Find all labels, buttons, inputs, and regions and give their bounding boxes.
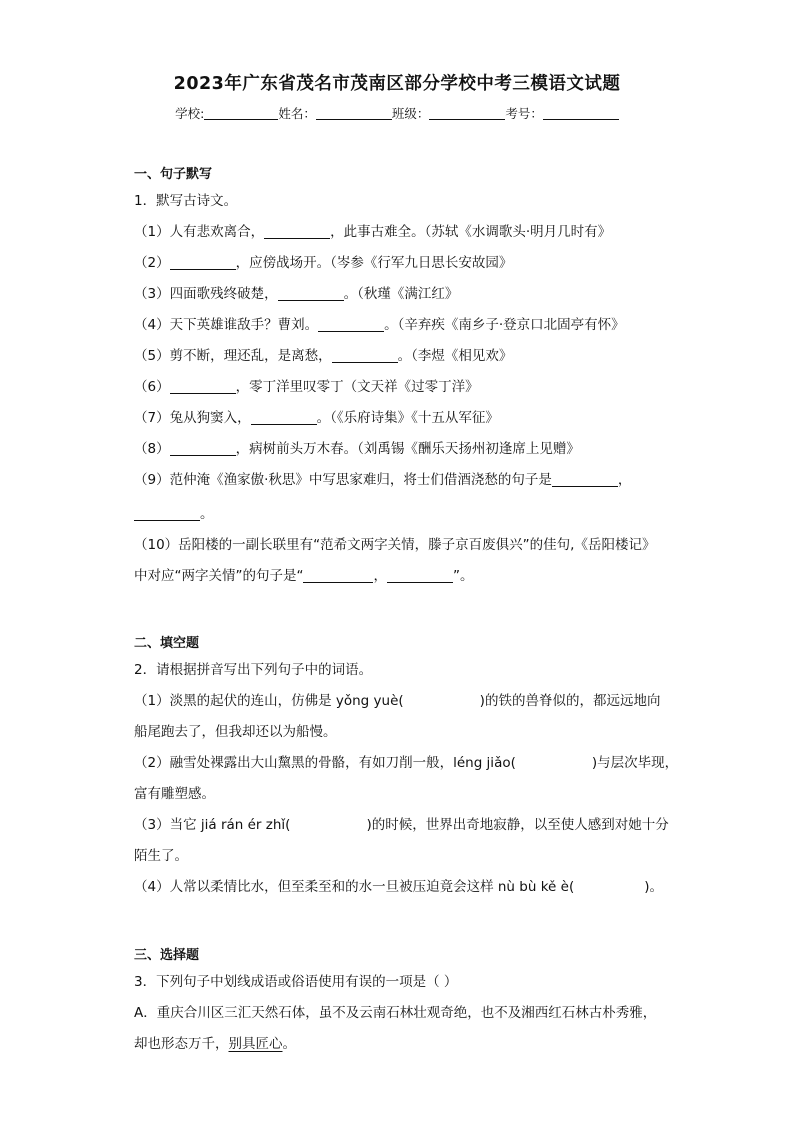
school-blank[interactable]: [204, 106, 278, 120]
q1-item-3-source: 。（秋瑾《满江红》: [343, 286, 459, 302]
q1-item-9-comma: ，: [617, 472, 632, 488]
answer-blank[interactable]: [134, 506, 200, 521]
q1-item-10-text: 中对应“两字关情”的句子是“: [134, 568, 304, 584]
underlined-idiom: 别具匠心: [228, 1036, 283, 1052]
q2-item-3-cont: 陌生了。: [134, 848, 188, 864]
q1-item-4-source: 。（辛弃疾《南乡子·登京口北固亭有怀》: [384, 317, 625, 333]
answer-blank[interactable]: [251, 410, 317, 425]
q2-item-4-text: （4）人常以柔情比水，但至柔至和的水一旦被压迫竟会这样 nù bù kě è(: [134, 879, 575, 895]
q3-option-a-end: 。: [282, 1036, 296, 1052]
q1-item-7: [134, 407, 674, 429]
class-label: 班级：: [391, 106, 430, 121]
q1-item-10-end: ”。: [452, 568, 474, 584]
answer-blank[interactable]: [552, 472, 618, 487]
q1-item-2: [134, 252, 674, 274]
section-heading-2: 二、填空题: [134, 636, 200, 651]
q2-item-4: [134, 876, 674, 898]
section-heading-1: 一、句子默写: [134, 167, 213, 182]
q1-item-9-period: 。: [200, 506, 214, 522]
q1-item-3: [134, 283, 674, 305]
class-blank[interactable]: [429, 106, 505, 120]
q1-item-2-text: （2）: [134, 255, 170, 271]
answer-blank[interactable]: [170, 379, 236, 394]
q1-item-4: [134, 314, 674, 336]
answer-blank[interactable]: [318, 317, 384, 332]
exam-no-blank[interactable]: [543, 106, 619, 120]
section-heading-3: 三、选择题: [134, 948, 200, 963]
q1-item-4-text: （4）天下英雄谁敌手？曹刘。: [134, 317, 319, 333]
q2-item-3-text: （3）当它 jiá rán ér zhǐ(: [134, 817, 291, 833]
q1-item-9-text: （9）范仲淹《渔家傲·秋思》中写思家难归，将士们借酒浇愁的句子是: [134, 472, 552, 488]
q1-item-10: （10）岳阳楼的一副长联里有“范希文两字关情，滕子京百废俱兴”的佳句,《岳阳楼记》: [134, 537, 656, 553]
answer-blank[interactable]: [264, 224, 330, 239]
question-2-stem: 2．请根据拼音写出下列句子中的词语。: [134, 662, 373, 678]
q1-item-7-text: （7）兔从狗窦入，: [134, 410, 251, 426]
q2-item-2: [134, 752, 679, 774]
q2-item-1-cont: 船尾跑去了，但我却还以为船慢。: [134, 724, 337, 740]
q1-item-8: [134, 438, 674, 460]
q3-option-a[interactable]: A．重庆合川区三汇天然石体，虽不及云南石林壮观奇绝，也不及湘西红石林古朴秀雅，: [134, 1005, 657, 1021]
school-label: 学校:: [175, 106, 205, 121]
q2-item-1-text-after: )的铁的兽脊似的，都远远地向: [479, 693, 661, 709]
q2-item-2-text-after: )与层次毕现，: [591, 755, 679, 771]
question-3-stem: 3．下列句子中划线成语或俗语使用有误的一项是（ ）: [134, 974, 458, 990]
student-info-line: [0, 104, 794, 122]
q3-option-a-text: 却也形态万千，: [134, 1036, 229, 1052]
q1-item-8-source: ，病树前头万木春。（刘禹锡《酬乐天扬州初逢席上见赠》: [235, 441, 580, 457]
q1-item-6-source: ，零丁洋里叹零丁（文天祥《过零丁洋》: [235, 379, 479, 395]
answer-blank[interactable]: [387, 568, 453, 583]
q2-item-3-text-after: )的时候，世界出奇地寂静，以至使人感到对她十分: [366, 817, 669, 833]
q1-item-2-source: ，应傍战场开。（岑参《行军九日思长安故园》: [235, 255, 513, 271]
q2-item-1: [134, 690, 674, 712]
q2-item-1-text: （1）淡黑的起伏的连山，仿佛是 yǒng yuè(: [134, 693, 404, 709]
q1-item-5-text: （5）剪不断，理还乱，是离愁，: [134, 348, 332, 364]
q1-item-1-source: ，此事古难全。（苏轼《水调歌头·明月几时有》: [330, 224, 612, 240]
page-title: 2023年广东省茂名市茂南区部分学校中考三模语文试题: [173, 74, 621, 94]
q1-item-10-comma: ，: [373, 568, 387, 584]
answer-blank[interactable]: [332, 348, 398, 363]
answer-blank[interactable]: [170, 441, 236, 456]
q1-item-9-cont: [134, 503, 674, 525]
name-label: 姓名：: [278, 106, 316, 121]
q2-item-2-text: （2）融雪处裸露出大山黧黑的骨骼，有如刀削一般，léng jiǎo(: [134, 755, 516, 771]
q1-item-10-cont: [134, 565, 674, 587]
answer-blank[interactable]: [303, 568, 373, 583]
answer-blank[interactable]: [170, 255, 236, 270]
q3-option-a-cont: [134, 1033, 674, 1055]
exam-no-label: 考号：: [505, 106, 543, 121]
question-1-stem: 1．默写古诗文。: [134, 193, 238, 209]
q1-item-5-source: 。（李煜《相见欢》: [397, 348, 513, 364]
q1-item-6: [134, 376, 674, 398]
q2-item-3: [134, 814, 674, 836]
q2-item-4-text-after: )。: [644, 879, 663, 895]
q1-item-5: [134, 345, 674, 367]
q1-item-7-source: 。（《乐府诗集》《十五从军征》: [316, 410, 499, 426]
answer-blank[interactable]: [278, 286, 344, 301]
q1-item-3-text: （3）四面歌残终破楚，: [134, 286, 278, 302]
name-blank[interactable]: [316, 106, 392, 120]
q1-item-6-text: （6）: [134, 379, 170, 395]
q1-item-1-text: （1）人有悲欢离合，: [134, 224, 265, 240]
q2-item-2-cont: 富有雕塑感。: [134, 786, 215, 802]
q1-item-9: [134, 469, 674, 491]
q1-item-8-text: （8）: [134, 441, 170, 457]
q1-item-1: [134, 221, 674, 243]
